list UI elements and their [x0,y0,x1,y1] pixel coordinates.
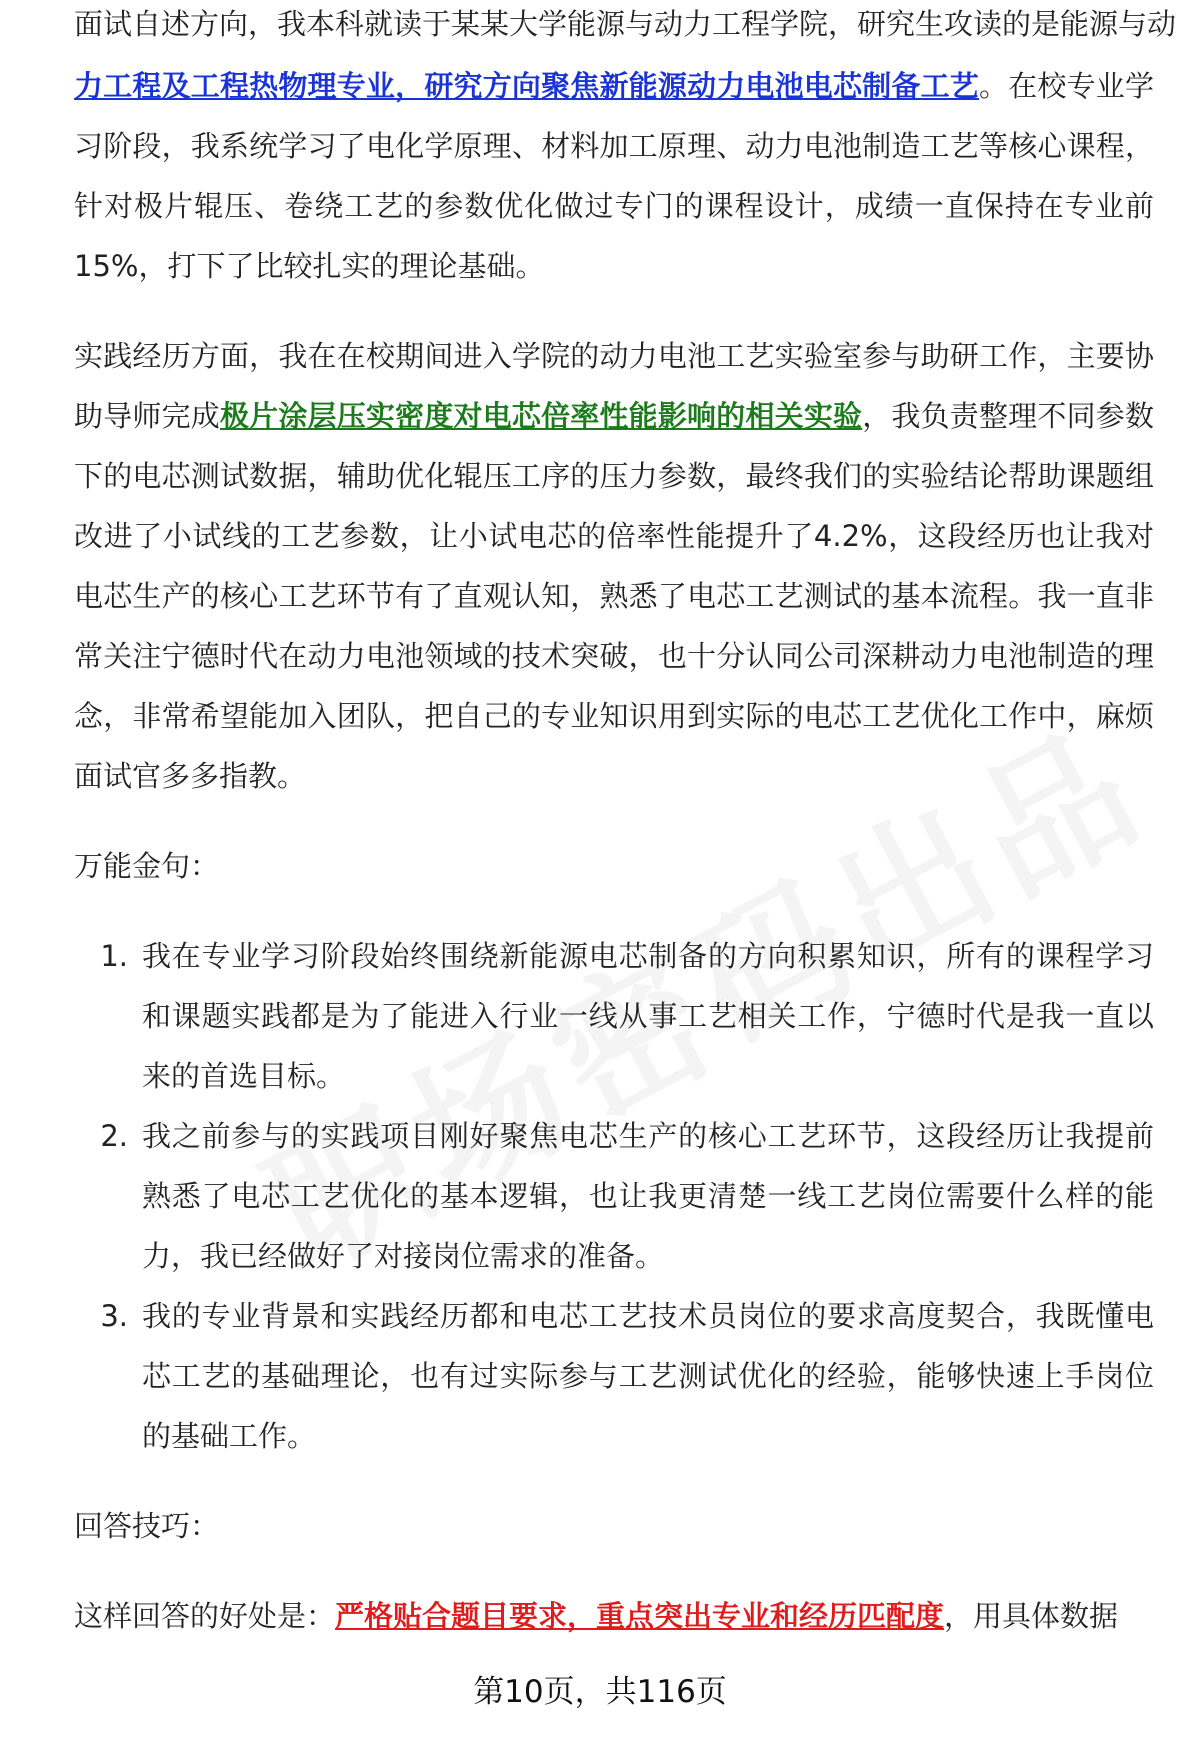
golden-sentences-list [74,926,1154,1466]
list-item [74,926,1154,1106]
paragraph-tips-after: ，用具体数据 [944,1599,1119,1633]
highlight-tips: 严格贴合题目要求，重点突出专业和经历匹配度 [335,1599,945,1633]
paragraph-tips-before: 这样回答的好处是： [74,1599,336,1633]
top-cut-line: 面试自述方向，我本科就读于某某大学能源与动力工程学院，研究生攻读的是能源与动 [74,7,1177,41]
list-item [74,1106,1154,1286]
list-item-number: 2. [100,1119,128,1153]
paragraph-tips [74,1586,1154,1646]
page-number-footer: 第10页，共116页 [473,1674,727,1710]
highlight-experiment: 极片涂层压实密度对电芯倍率性能影响的相关实验 [219,399,863,433]
list-item-text: 我在专业学习阶段始终围绕新能源电芯制备的方向积累知识，所有的课程学习和课题实践都是为了能进入行业一线从事工艺相关工作，宁德时代是我一直以来的首选目标。 [142,939,1154,1093]
golden-sentences-heading: 万能金句： [74,849,220,883]
list-item-text: 我的专业背景和实践经历都和电芯工艺技术员岗位的要求高度契合，我既懂电芯工艺的基础理论，也有过实际参与工艺测试优化的经验，能够快速上手岗位的基础工作。 [142,1299,1154,1453]
highlight-major: 力工程及工程热物理专业，研究方向聚焦新能源动力电池电芯制备工艺 [74,69,980,103]
paragraph-practice [74,326,1154,806]
answer-tips-heading: 回答技巧： [74,1509,220,1543]
list-item-number: 3. [100,1299,128,1333]
document-body [74,7,1177,1646]
paragraph-practice-before: 实践经历方面，我在在校期间进入学院的动力电池工艺实验室参与助研工作，主要协助导师完成 [74,339,1154,433]
list-item-number: 1. [100,939,128,973]
list-item [74,1286,1154,1466]
list-item-text: 我之前参与的实践项目刚好聚焦电芯生产的核心工艺环节，这段经历让我提前熟悉了电芯工艺优化的基本逻辑，也让我更清楚一线工艺岗位需要什么样的能力，我已经做好了对接岗位需求的准备。 [142,1119,1154,1273]
paragraph-practice-after: ，我负责整理不同参数下的电芯测试数据，辅助优化辊压工序的压力参数，最终我们的实验结论帮助课题组改进了小试线的工艺参数，让小试电芯的倍率性能提升了4.2%，这段经历也让我对电芯生产的核心工艺环节有了直观认知，熟悉了电芯工艺测试的基本流程。我一直非常关注宁德时代在动力电池领域的技术突破，也十分认同公司深耕动力电池制造的理念，非常希望能加入团队，把自己的专业知识用到实际的电芯工艺优化工作中，麻烦面试官多多指教。 [74,399,1154,793]
paragraph-education-text: 。在校专业学习阶段，我系统学习了电化学原理、材料加工原理、动力电池制造工艺等核心课程，针对极片辊压、卷绕工艺的参数优化做过专门的课程设计，成绩一直保持在专业前15%，打下了比较扎实的理论基础。 [74,69,1154,283]
paragraph-education [74,56,1154,296]
